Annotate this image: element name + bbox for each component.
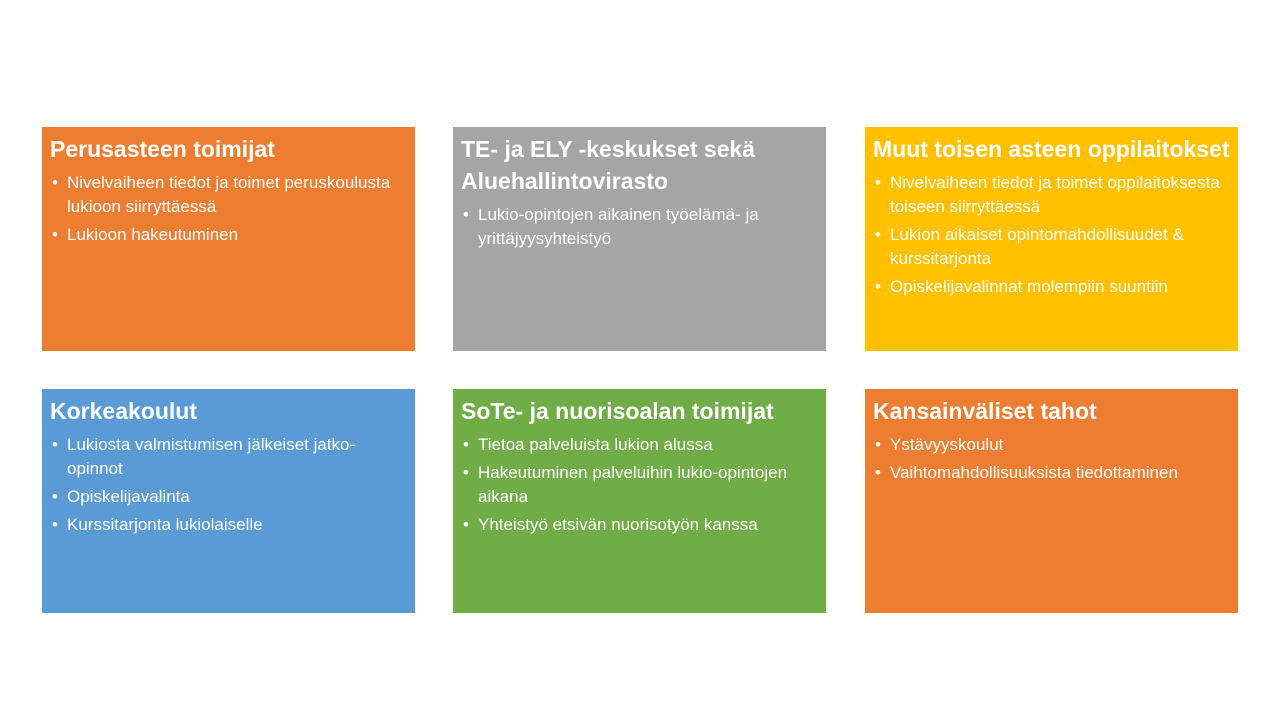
- list-item-text: Yhteistyö etsivän nuorisotyön kanssa: [478, 515, 758, 534]
- list-item-text: Nivelvaiheen tiedot ja toimet oppilaitoksesta toiseen siirryttäessä: [890, 173, 1220, 216]
- list-item: [461, 433, 818, 457]
- box-title: Muut toisen asteen oppilaitokset: [873, 136, 1230, 162]
- bullet-list: [50, 171, 407, 247]
- bullet-icon: •: [463, 435, 469, 454]
- list-item: [873, 433, 1230, 457]
- list-item: [50, 433, 407, 481]
- bullet-icon: •: [875, 225, 881, 244]
- list-item-text: Lukion aikaiset opintomahdollisuudet & kurssitarjonta: [890, 225, 1184, 268]
- bullet-icon: •: [52, 225, 58, 244]
- box-title: Perusasteen toimijat: [50, 136, 275, 162]
- bullet-icon: •: [463, 463, 469, 482]
- box-title: Korkeakoulut: [50, 398, 197, 424]
- box-title: TE- ja ELY -keskukset sekä Aluehallintovirasto: [461, 136, 756, 194]
- list-item-text: Kurssitarjonta lukiolaiselle: [67, 515, 263, 534]
- list-item: [50, 171, 407, 219]
- bullet-icon: •: [463, 205, 469, 224]
- bullet-icon: •: [875, 435, 881, 454]
- box-kansainvaliset-tahot: [865, 389, 1238, 613]
- bullet-icon: •: [52, 173, 58, 192]
- list-item-text: Lukiosta valmistumisen jälkeiset jatko-opinnot: [67, 435, 356, 478]
- list-item: [461, 203, 818, 251]
- list-item: [50, 223, 407, 247]
- bullet-icon: •: [52, 487, 58, 506]
- bullet-list: [873, 171, 1230, 299]
- list-item: [873, 275, 1230, 299]
- list-item: [50, 513, 407, 537]
- box-title: Kansainväliset tahot: [873, 398, 1097, 424]
- list-item-text: Opiskelijavalinnat molempiin suuntiin: [890, 277, 1168, 296]
- bullet-icon: •: [463, 515, 469, 534]
- list-item: [873, 461, 1230, 485]
- list-item-text: Tietoa palveluista lukion alussa: [478, 435, 713, 454]
- bullet-icon: •: [52, 515, 58, 534]
- bullet-list: [461, 433, 818, 537]
- list-item-text: Lukio-opintojen aikainen työelämä- ja yrittäjyysyhteistyö: [478, 205, 759, 248]
- list-item: [461, 461, 818, 509]
- box-te-ja-ely-keskukset: [453, 127, 826, 351]
- list-item-text: Ystävyyskoulut: [890, 435, 1004, 454]
- bullet-icon: •: [875, 173, 881, 192]
- list-item-text: Nivelvaiheen tiedot ja toimet peruskoulusta lukioon siirryttäessä: [67, 173, 391, 216]
- list-item-text: Vaihtomahdollisuuksista tiedottaminen: [890, 463, 1178, 482]
- bullet-icon: •: [875, 277, 881, 296]
- bullet-list: [461, 203, 818, 251]
- list-item-text: Opiskelijavalinta: [67, 487, 190, 506]
- box-perusasteen-toimijat: [42, 127, 415, 351]
- box-title: SoTe- ja nuorisoalan toimijat: [461, 398, 774, 424]
- list-item-text: Hakeutuminen palveluihin lukio-opintojen aikana: [478, 463, 788, 506]
- box-sote-ja-nuorisoalan-toimijat: [453, 389, 826, 613]
- box-muut-toisen-asteen-oppilaitokset: [865, 127, 1238, 351]
- bullet-list: [50, 433, 407, 537]
- list-item: [461, 513, 818, 537]
- bullet-icon: •: [52, 435, 58, 454]
- list-item-text: Lukioon hakeutuminen: [67, 225, 239, 244]
- list-item: [873, 223, 1230, 271]
- box-korkeakoulut: [42, 389, 415, 613]
- list-item: [50, 485, 407, 509]
- bullet-list: [873, 433, 1230, 485]
- list-item: [873, 171, 1230, 219]
- bullet-icon: •: [875, 463, 881, 482]
